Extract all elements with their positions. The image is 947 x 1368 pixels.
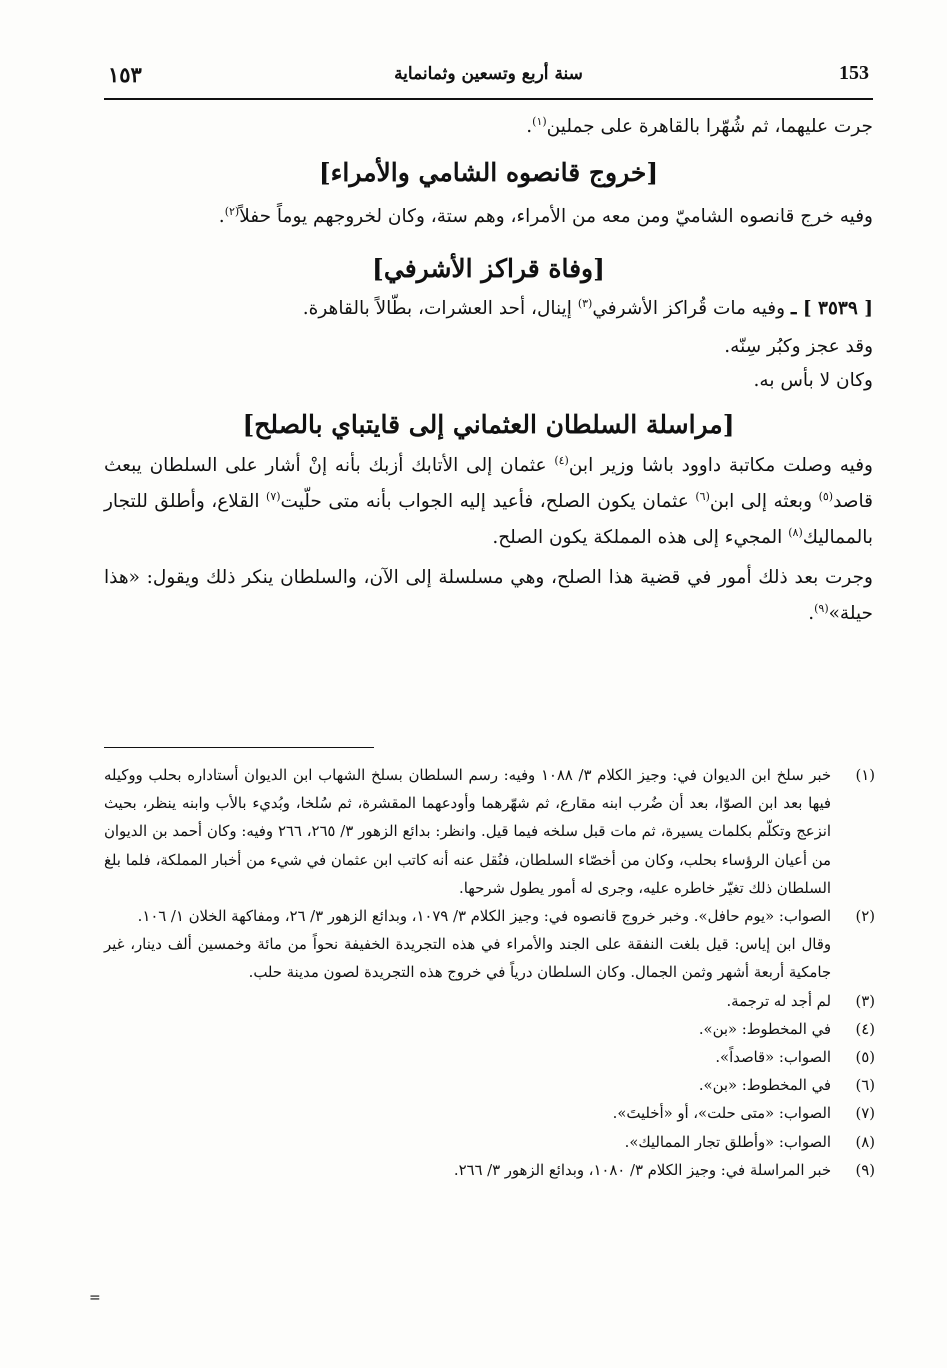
- footnote-6: (٦) في المخطوط: «بن».: [698, 1077, 875, 1095]
- running-title: سنة أربع وتسعين وثمانماية: [394, 64, 583, 84]
- footnote-ref-6: (٦): [695, 489, 710, 503]
- footnote-1: (١) خبر سلخ ابن الديوان في: وجيز الكلام ٣/ ١٠٨٨ وفيه: رسم السلطان بسلخ الشهاب ابن الديوان أستاداره بحلب ووكيله فيها بعد ابن الصوّا، بعد أن ضُرب ابنه مقارع، ثم شهّرهما وأودعهما المقشرة، ثم سُلخا، وبُديء بالأب وابنه ينظر، بحيث انزعج وتكلّم بكلمات يسيرة، ثم مات قبل سلخه فيما قيل. وانظر: بدائع الزهور ٣/ ٢٦٥، ٢٦٦ وفيه: وكان أحمد بن الديوان من أعيان الرؤساء بحلب، وكان من أخصّاء السلطان، فنُقل عنه أنه كاتب ابن عثمان في شيء من أخبار المملكة، فلما بلغ السلطان ذلك تغيّر خاطره عليه، وجرى له أمور يطول شرحها.: [104, 767, 875, 897]
- footnote-2-continued: وقال ابن إياس: قيل بلغت النفقة على الجند والأمراء في هذه التجريدة الخفيفة نحواً من مائة وخمسين ألف دينار، غير جامكية أربعة أشهر وثمن الجمال. وكان السلطان درياً في خروج هذه التجريدة لصون مدينة حلب.: [104, 936, 831, 982]
- entry-3539: [ ٣٥٣٩ ] ـ وفيه مات قُراكز الأشرفي$^{(٣)}$ إينال، أحد العشرات، بطّالاً بالقاهرة.: [302, 296, 873, 319]
- heading-qarakuz: [وفاة قراكز الأشرفي]: [372, 254, 605, 283]
- footnote-2: (٢) الصواب: «يوم حافل». وخبر خروج قانصوه في: وجيز الكلام ٣/ ١٠٧٩، وبدائع الزهور ٣/ ٢٦، ومفاكهة الخلان ١/ ١٠٦.: [137, 908, 875, 926]
- paragraph-2: وفيه خرج قانصوه الشاميّ ومن معه من الأمراء، وهم ستة، وكان لخروجهم يوماً حفلاً$^{(٢)}$.: [218, 204, 873, 227]
- footnote-separator: [104, 747, 374, 748]
- footnote-ref-7: (٧): [266, 489, 281, 503]
- footnote-ref-5: (٥): [818, 489, 834, 503]
- footnote-8: (٨) الصواب: «وأطلق تجار المماليك».: [624, 1133, 875, 1151]
- footnote-ref-2: (٢): [224, 204, 240, 218]
- footnote-ref-9: (٩): [814, 601, 829, 615]
- paragraph-7: وجرت بعد ذلك أمور في قضية هذا الصلح، وهي مسلسلة إلى الآن، والسلطان ينكر ذلك ويقول: «هذا حيلة»$^{(٩)}$.: [104, 567, 873, 624]
- page-number-latin: 153: [839, 62, 869, 84]
- footnotes: [104, 762, 875, 1185]
- heading-qansuh: [خروج قانصوه الشامي والأمراء]: [318, 158, 659, 187]
- page-header: [104, 58, 873, 100]
- margin-mark: =: [89, 1290, 101, 1306]
- footnote-9: (٩) خبر المراسلة في: وجيز الكلام ٣/ ١٠٨٠، وبدائع الزهور ٣/ ٢٦٦.: [453, 1161, 875, 1179]
- paragraph-5: وكان لا بأس به.: [753, 370, 873, 391]
- paragraph-6: وفيه وصلت مكاتبة داوود باشا وزير ابن$^{(٤)}$ عثمان إلى الأتابك أزبك بأنه إنْ أشار على السلطان يبعث قاصد$^{(٥)}$ وبعثه إلى ابن$^{(٦)}$ عثمان يكون الصلح، فأعيد إليه الجواب بأنه متى حلّيت$^{(٧)}$ القلاع، وأطلق للتجار بالمماليك$^{(٨)}$ المجيء إلى هذه المملكة يكون الصلح.: [104, 453, 873, 548]
- footnote-ref-4: (٤): [554, 453, 569, 467]
- page-number-arabic: ١٥٣: [108, 62, 142, 87]
- footnote-7: (٧) الصواب: «متى حلت»، أو «أخليتَ».: [612, 1105, 875, 1123]
- footnote-ref-1: (١): [532, 114, 547, 128]
- footnote-4: (٤) في المخطوط: «بن».: [698, 1020, 875, 1038]
- footnote-ref-8: (٨): [788, 525, 803, 539]
- footnote-5: (٥) الصواب: «قاصداً».: [715, 1049, 875, 1067]
- footnote-ref-3: (٣): [577, 296, 593, 310]
- footnote-3: (٣) لم أجد له ترجمة.: [726, 992, 875, 1010]
- main-text: [104, 110, 873, 632]
- paragraph-1: جرت عليهما، ثم شُهّرا بالقاهرة على جملين$^{(١)}$.: [526, 114, 873, 137]
- entry-number: [ ٣٥٣٩ ] ـ: [790, 298, 873, 319]
- heading-correspondence: [مراسلة السلطان العثماني إلى قايتباي بالصلح]: [242, 410, 735, 439]
- paragraph-4: وقد عجز وكبُر سِنّه.: [724, 336, 873, 357]
